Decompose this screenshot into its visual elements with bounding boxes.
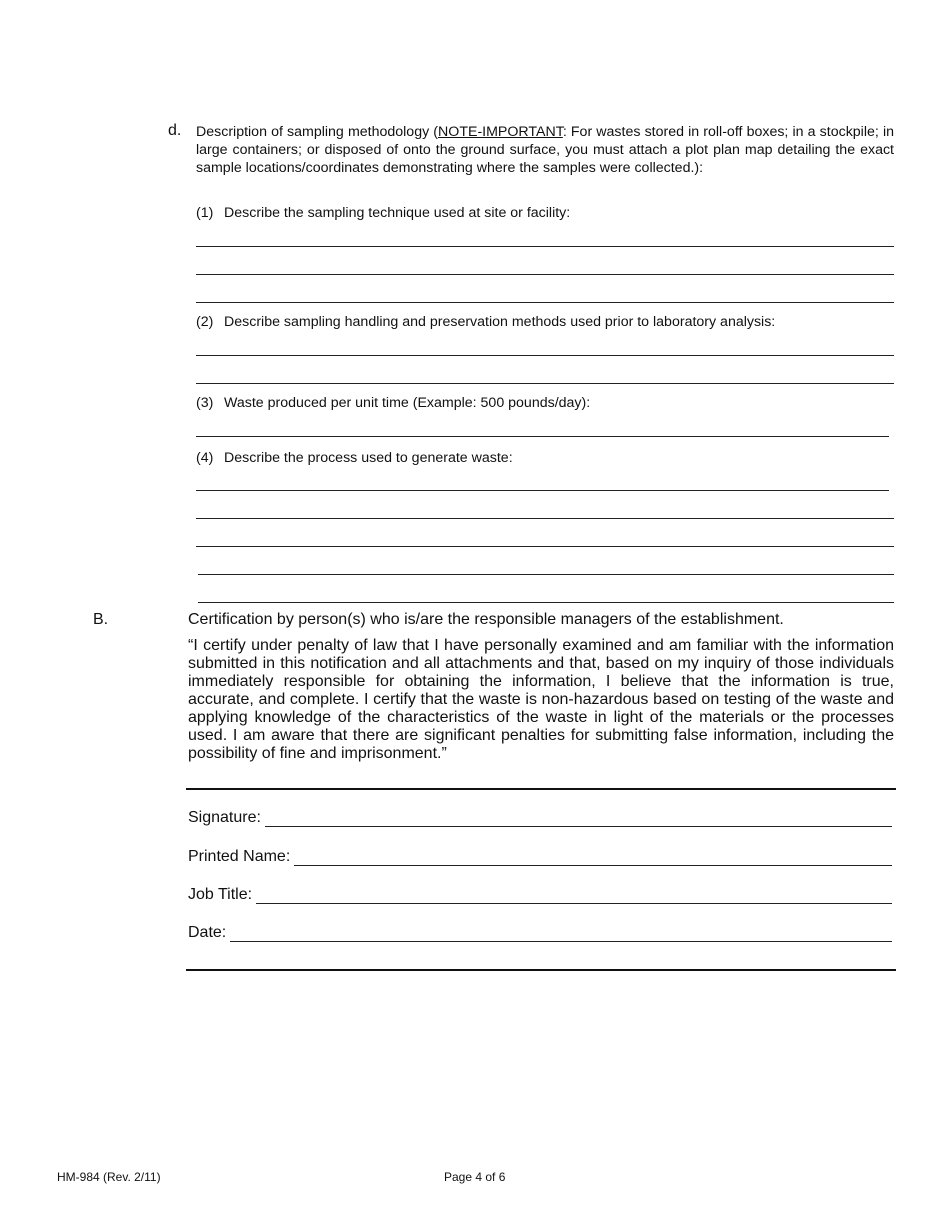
signature-box-bottom-rule	[186, 969, 896, 971]
answer-line[interactable]	[196, 383, 894, 384]
answer-line[interactable]	[196, 302, 894, 303]
item-3-label: Waste produced per unit time (Example: 500 pounds/day):	[224, 395, 591, 411]
printed-name-line[interactable]	[294, 851, 892, 866]
item-4-number: (4)	[196, 450, 214, 466]
answer-line[interactable]	[196, 518, 894, 519]
job-title-line[interactable]	[256, 889, 892, 904]
answer-line[interactable]	[196, 490, 889, 491]
job-title-field[interactable]	[188, 886, 892, 904]
item-1-label: Describe the sampling technique used at site or facility:	[224, 205, 571, 221]
section-d-marker: d.	[168, 122, 182, 139]
answer-line[interactable]	[196, 246, 894, 247]
answer-line[interactable]	[196, 436, 889, 437]
answer-line[interactable]	[198, 574, 894, 575]
printed-name-label: Printed Name:	[188, 848, 291, 865]
item-1-number: (1)	[196, 205, 214, 221]
item-2-label: Describe sampling handling and preservation methods used prior to laboratory analysis:	[224, 314, 776, 330]
signature-field[interactable]	[188, 809, 892, 827]
intro-rest: : For wastes stored in roll-off boxes; in a stockpile; in large containers; or disposed of onto the ground surface, you must attach a plot plan map detailing the exact sample locations/coordinates demonstrating where the samples were collected.):	[196, 124, 894, 176]
date-label: Date:	[188, 924, 227, 941]
printed-name-field[interactable]	[188, 848, 892, 866]
answer-line[interactable]	[196, 355, 894, 356]
date-line[interactable]	[230, 927, 892, 942]
note-important-label: NOTE-IMPORTANT	[438, 124, 563, 140]
section-b-heading: Certification by person(s) who is/are the responsible managers of the establishment.	[188, 611, 784, 628]
answer-line[interactable]	[198, 602, 894, 603]
page-number: Page 4 of 6	[444, 1170, 506, 1184]
item-2-number: (2)	[196, 314, 214, 330]
answer-line[interactable]	[196, 274, 894, 275]
form-id: HM-984 (Rev. 2/11)	[57, 1170, 161, 1184]
signature-box-top-rule	[186, 788, 896, 790]
intro-start: Description of sampling methodology (	[196, 124, 439, 140]
answer-line[interactable]	[196, 546, 894, 547]
job-title-label: Job Title:	[188, 886, 253, 903]
item-3-number: (3)	[196, 395, 214, 411]
date-field[interactable]	[188, 924, 892, 942]
signature-label: Signature:	[188, 809, 261, 826]
signature-line[interactable]	[265, 812, 892, 827]
item-4-label: Describe the process used to generate waste:	[224, 450, 513, 466]
certification-statement: “I certify under penalty of law that I have personally examined and am familiar with the information submitted in this notification and all attachments and that, based on my inquiry of those individuals immediately responsible for obtaining the information, I believe that the information is true, accurate, and complete. I certify that the waste is non-hazardous based on testing of the waste and applying knowledge of the characteristics of the waste in light of the materials or the processes used. I am aware that there are significant penalties for submitting false information, including the possibility of fine and imprisonment.”	[188, 637, 894, 762]
section-b-marker: B.	[93, 611, 109, 628]
section-d-intro	[196, 123, 894, 177]
